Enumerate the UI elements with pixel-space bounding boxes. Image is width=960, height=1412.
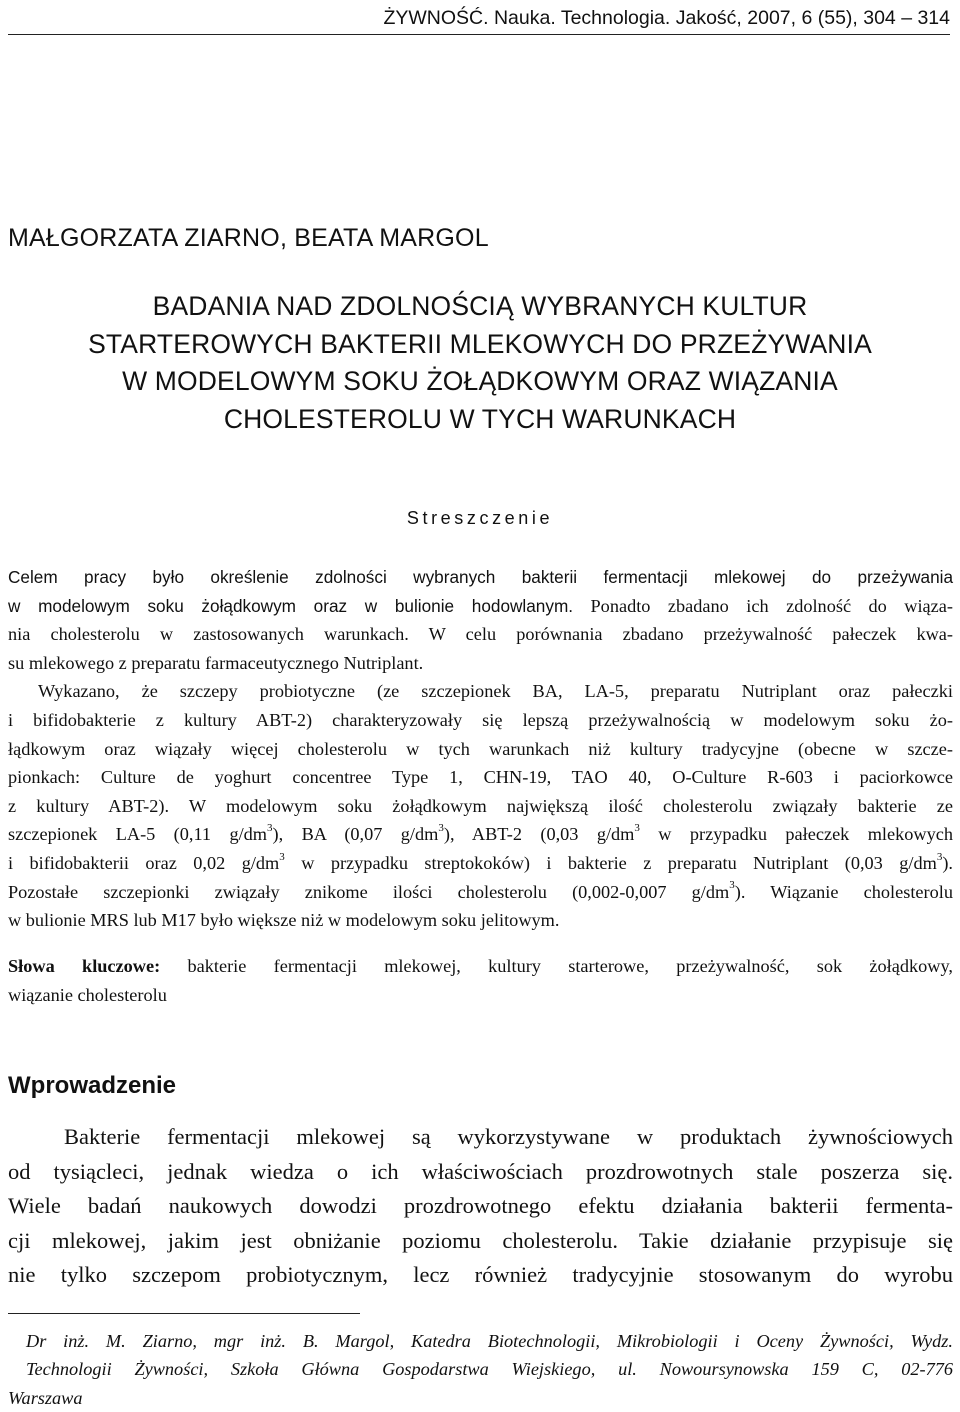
section-heading: Wprowadzenie [8,1072,177,1099]
authors: MAŁGORZATA ZIARNO, BEATA MARGOL [8,224,489,252]
abstract-text: w modelowym soku żołądkowym oraz w bulionie hodowlanym. [8,595,574,616]
body-line: od tysiącleci, jednak wiedza o ich właściwościach prozdrowotnych stale poszerza się. [8,1158,953,1184]
running-header [8,2,950,35]
abstract-line: łądkowym oraz wiązały więcej cholesterolu w tych warunkach niż kultury tradycyjne (obecne w szcze- [8,738,953,759]
abstract-text: w przypadku streptokoków) i bakterie z preparatu Nutriplant (0,03 g/dm [284,852,937,873]
abstract-line: Wykazano, że szczepy probiotyczne (ze szczepionek BA, LA-5, preparatu Nutriplant oraz pałeczki [38,681,953,702]
footnote-divider [8,1313,360,1314]
abstract-text: Pozostałe szczepionki związały znikome ilości cholesterolu (0,002-0,007 g/dm [8,881,730,902]
superscript: 3 [729,879,735,892]
abstract-text: w przypadku pałeczek mlekowych [639,824,953,845]
abstract-line: i bifidobakterie z kultury ABT-2) charakteryzowały się lepszą przeżywalnością w modelowym soku żo- [8,709,953,730]
keywords-line: wiązanie cholesterolu [8,984,167,1005]
abstract-text: Ponadto zbadano ich zdolność do wiąza- [590,595,953,616]
keywords-line [8,952,953,981]
superscript: 3 [267,822,273,835]
abstract-text: ), ABT-2 (0,03 g/dm [443,824,635,845]
footnote-line: Warszawa [8,1387,83,1408]
abstract-line: su mlekowego z preparatu farmaceutycznego Nutriplant. [8,652,424,673]
body-line: Wiele badań naukowych dowodzi prozdrowotnego efektu działania bakterii fermenta- [8,1193,953,1219]
body-line: nie tylko szczepom probiotycznym, lecz również tradycyjnie stosowanym do wyrobu [8,1262,953,1288]
abstract-heading: Streszczenie [406,508,554,528]
abstract-line: pionkach: Culture de yoghurt concentree Type 1, CHN-19, TAO 40, O-Culture R-603 i paciorkowce [8,767,953,788]
footnote-line: Technologii Żywności, Szkoła Główna Gospodarstwa Wiejskiego, ul. Nowoursynowska 159 C, 02-776 [26,1359,953,1380]
abstract-line: w bulionie MRS lub M17 było większe niż w modelowym soku jelitowym. [8,910,560,931]
keywords-label: Słowa kluczowe: [8,956,161,976]
footnote-line: Dr inż. M. Ziarno, mgr inż. B. Margol, Katedra Biotechnologii, Mikrobiologii i Oceny Żywności, Wydz. [26,1331,953,1351]
abstract-text: i bifidobakterii oraz 0,02 g/dm [8,852,280,873]
abstract-text: ). Wiązanie cholesterolu [734,881,953,902]
abstract-line [8,592,953,621]
paper-title [0,288,960,438]
superscript: 3 [279,850,285,863]
keywords [8,952,953,1009]
abstract-line [8,878,953,907]
keywords-text: bakterie fermentacji mlekowej, kultury starterowe, przeżywalność, sok żołądkowy, [160,956,953,976]
abstract-line: z kultury ABT-2). W modelowym soku żołądkowym największą ilość cholesterolu związały bakterie ze [8,795,953,816]
body-text [8,1120,953,1293]
abstract-text: ), BA (0,07 g/dm [272,824,439,845]
abstract-line [8,849,953,878]
abstract-text: W celu porównania zbadano przeżywalność pałeczek kwa- [428,624,953,645]
abstract-line [8,820,953,849]
superscript: 3 [936,850,943,863]
abstract-text: szczepionek LA-5 (0,11 g/dm [8,824,268,845]
superscript: 3 [634,822,640,835]
abstract-text: ). [942,852,953,873]
title-line: CHOLESTEROLU W TYCH WARUNKACH [223,403,737,434]
footnote [8,1327,953,1412]
journal-citation: ŻYWNOŚĆ. Nauka. Technologia. Jakość, 2007, 6 (55), 304 – 314 [383,7,950,29]
abstract [8,563,953,935]
abstract-line: Celem pracy było określenie zdolności wybranych bakterii fermentacji mlekowej do przeżywania [8,567,953,587]
body-line: Bakterie fermentacji mlekowej są wykorzystywane w produktach żywnościowych [64,1124,953,1149]
body-line: cji mlekowej, jakim jest obniżanie poziomu cholesterolu. Takie działanie przypisuje się [8,1227,953,1253]
title-line: STARTEROWYCH BAKTERII MLEKOWYCH DO PRZEŻYWANIA [88,328,872,359]
abstract-line [8,620,953,649]
title-line: BADANIA NAD ZDOLNOŚCIĄ WYBRANYCH KULTUR [152,291,808,321]
abstract-text: nia cholesterolu w zastosowanych warunkach. [8,624,409,645]
title-line: W MODELOWYM SOKU ŻOŁĄDKOWYM ORAZ WIĄZANIA [122,366,838,396]
superscript: 3 [438,822,444,835]
